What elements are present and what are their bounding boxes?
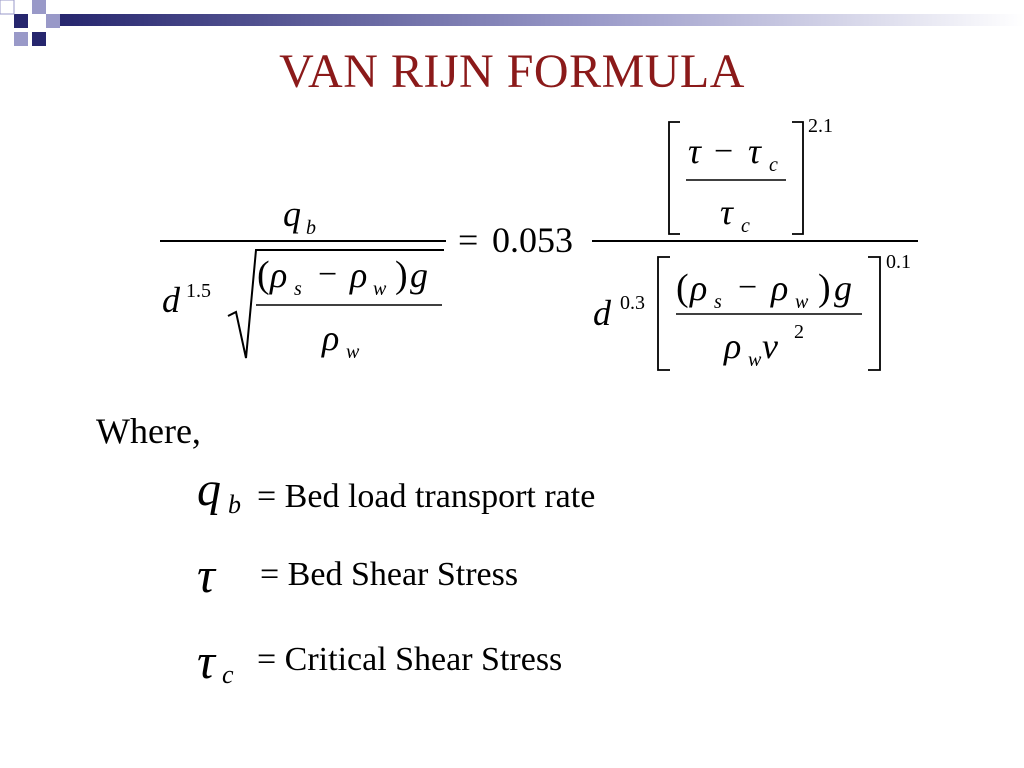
lhs-d: d <box>162 280 180 320</box>
definition-text: = Critical Shear Stress <box>257 641 563 678</box>
rhs-rho-w-den: ρ <box>724 326 742 366</box>
symbol-tau: τ <box>197 547 215 603</box>
rhs-rparen: ) <box>818 267 831 309</box>
slide-title: VAN RIJN FORMULA <box>279 45 745 98</box>
rhs-tau-c: τ <box>748 131 761 171</box>
rhs-g: g <box>834 268 852 308</box>
rhs-nu: ν <box>762 326 778 366</box>
lhs-d-exp: 1.5 <box>186 280 211 302</box>
where-label: Where, <box>96 411 201 451</box>
rhs-exp-21: 2.1 <box>808 115 833 137</box>
symbol-q: q <box>197 463 221 516</box>
symbol-q-sub: b <box>228 490 241 519</box>
lhs-minus: − <box>318 256 338 293</box>
rhs-lparen: ( <box>676 267 689 309</box>
rhs-exp-01: 0.1 <box>886 251 911 273</box>
lhs-rho-w-den: ρ <box>322 318 340 358</box>
rhs-num-left-bracket <box>669 122 680 234</box>
lhs-lparen: ( <box>257 254 270 296</box>
lhs-g: g <box>410 255 428 295</box>
symbol-tau-c-sub: c <box>222 660 234 689</box>
lhs-q-sub: b <box>306 217 316 239</box>
lhs-rho-w: ρ <box>350 255 368 295</box>
rhs-d-exp: 0.3 <box>620 292 645 314</box>
rhs-den-left-bracket <box>658 257 670 370</box>
rhs-sub-s: s <box>714 291 722 313</box>
rhs-tau-c-den-sub: c <box>741 215 750 237</box>
lhs-sub-w-den: w <box>346 341 360 363</box>
rhs-nu-exp: 2 <box>794 321 804 343</box>
rhs-tau-c-den: τ <box>720 192 733 232</box>
rhs-sub-w-den: w <box>748 349 762 371</box>
rhs-den-right-bracket <box>868 257 880 370</box>
lhs-sub-w: w <box>373 278 387 300</box>
rhs-den-minus: − <box>738 269 758 306</box>
rhs-d: d <box>593 293 611 333</box>
coefficient: 0.053 <box>492 220 573 260</box>
rhs-tau: τ <box>688 131 701 171</box>
lhs-rho-s: ρ <box>270 255 288 295</box>
rhs-rho-s: ρ <box>690 268 708 308</box>
rhs-sub-w: w <box>795 291 809 313</box>
rhs-minus: − <box>714 133 734 170</box>
definition-text: = Bed Shear Stress <box>260 556 519 593</box>
rhs-rho-w: ρ <box>771 268 789 308</box>
rhs-num-right-bracket <box>792 122 803 234</box>
definition-text: = Bed load transport rate <box>257 478 596 515</box>
equals-sign: = <box>458 220 479 260</box>
rhs-tau-c-sub: c <box>769 154 778 176</box>
symbol-tau-c: τ <box>197 633 215 689</box>
lhs-rparen: ) <box>395 254 408 296</box>
lhs-sub-s: s <box>294 278 302 300</box>
lhs-q: q <box>283 194 301 234</box>
